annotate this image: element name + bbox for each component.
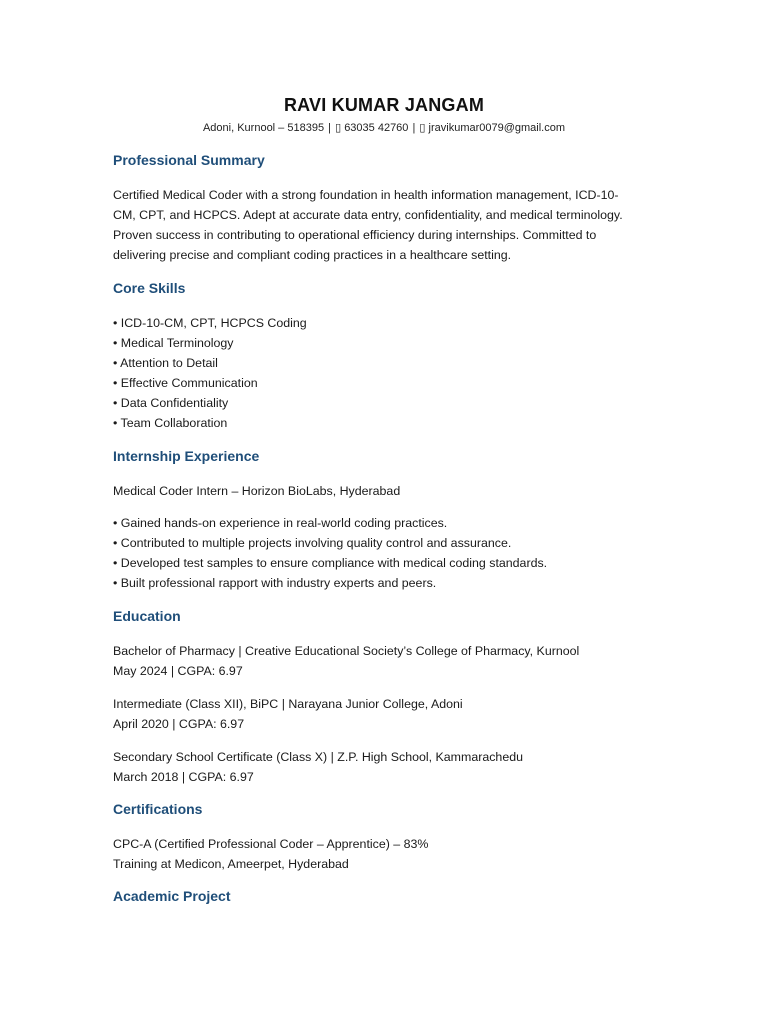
education-degree: Bachelor of Pharmacy | Creative Educational Society’s College of Pharmacy, Kurnool xyxy=(113,644,580,658)
section-title-internship: Internship Experience xyxy=(113,448,260,464)
skill-item: • ICD-10-CM, CPT, HCPCS Coding xyxy=(113,316,307,330)
summary-line: CM, CPT, and HCPCS. Adept at accurate data entry, confidentiality, and medical terminology. xyxy=(113,208,623,222)
internship-role: Medical Coder Intern – Horizon BioLabs, Hyderabad xyxy=(113,484,401,498)
email-icon: ▯ xyxy=(419,122,426,134)
candidate-name: RAVI KUMAR JANGAM xyxy=(283,95,485,115)
phone-icon: ▯ xyxy=(335,122,342,134)
skill-item: • Effective Communication xyxy=(113,376,258,390)
internship-item: • Built professional rapport with industry experts and peers. xyxy=(113,576,437,590)
skill-item: • Medical Terminology xyxy=(113,336,234,350)
internship-item: • Contributed to multiple projects involving quality control and assurance. xyxy=(113,536,512,550)
internship-item: • Developed test samples to ensure compliance with medical coding standards. xyxy=(113,556,548,570)
certification-line: CPC-A (Certified Professional Coder – Apprentice) – 83% xyxy=(113,837,429,851)
skill-item: • Attention to Detail xyxy=(113,356,218,370)
contact-separator: | xyxy=(412,122,416,134)
skill-item: • Team Collaboration xyxy=(113,416,228,430)
section-title-certifications: Certifications xyxy=(113,801,203,817)
contact-phone: 63035 42760 xyxy=(344,122,409,134)
contact-separator: | xyxy=(328,122,331,134)
education-date: May 2024 | CGPA: 6.97 xyxy=(113,664,243,678)
education-degree: Secondary School Certificate (Class X) | Z.P. High School, Kammarachedu xyxy=(113,750,523,764)
summary-line: delivering precise and compliant coding practices in a healthcare setting. xyxy=(113,248,512,262)
contact-email: jravikumar0079@gmail.com xyxy=(428,122,566,134)
education-date: April 2020 | CGPA: 6.97 xyxy=(113,717,245,731)
summary-line: Certified Medical Coder with a strong foundation in health information management, ICD-10- xyxy=(113,188,619,202)
section-title-summary: Professional Summary xyxy=(113,152,265,168)
section-title-skills: Core Skills xyxy=(113,280,186,296)
section-title-project: Academic Project xyxy=(113,888,231,904)
education-date: March 2018 | CGPA: 6.97 xyxy=(113,770,254,784)
education-degree: Intermediate (Class XII), BiPC | Narayana Junior College, Adoni xyxy=(113,697,463,711)
section-title-education: Education xyxy=(113,608,181,624)
internship-item: • Gained hands-on experience in real-world coding practices. xyxy=(113,516,448,530)
skill-item: • Data Confidentiality xyxy=(113,396,229,410)
summary-line: Proven success in contributing to operational efficiency during internships. Committed to xyxy=(113,228,597,242)
contact-line xyxy=(0,121,768,134)
contact-location: Adoni, Kurnool – 518395 xyxy=(202,122,325,134)
certification-line: Training at Medicon, Ameerpet, Hyderabad xyxy=(113,857,349,871)
